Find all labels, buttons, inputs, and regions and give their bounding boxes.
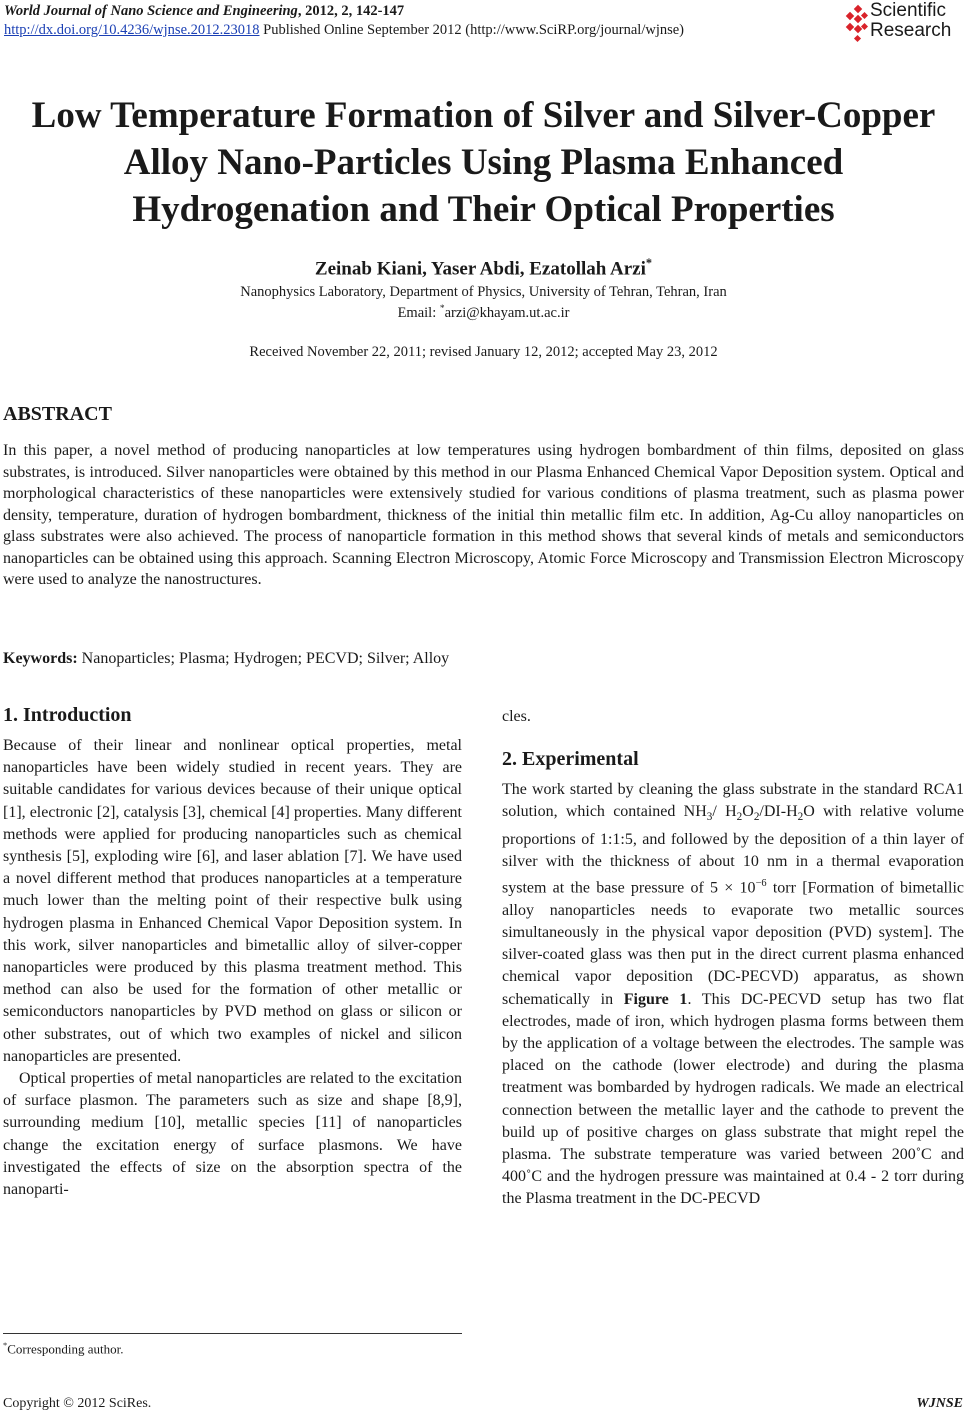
page-header xyxy=(4,2,964,46)
intro-paragraph-1: Because of their linear and nonlinear optical properties, metal nanoparticles have been widely studied in recent years. They are suitable candidates for various devices because of their unique optical [1], electronic [2], catalysis [3], chemical [4] properties. Many different methods were applied for producing nanoparticles such as chemical synthesis [5], exploding wire [6], and laser ablation [7]. We have used a novel different method that produces nanoparticles at a temperature much lower than the melting point of their respective bulk using hydrogen plasma in Enhanced Chemical Vapor Deposition system. In this work, silver nanoparticles and bimetallic alloy of silver-copper nanoparticles were produced by this plasma treatment method. This method can also be used for the formation of other metallic or semiconductors nanoparticles by PVD method on glass or silicon or other substrates, out of which two examples of nickel and silicon nanoparticles are presented. xyxy=(3,737,462,1065)
footnote-divider xyxy=(3,1333,462,1334)
logo-text xyxy=(870,1,951,41)
copyright-footer: Copyright © 2012 SciRes. xyxy=(3,1396,152,1411)
exp-text-6: torr [Formation of bimetallic alloy nanoparticles needs to evaporate two metallic sources simultaneously in the physical vapor deposition (PVD) system]. The silver-coated glass was then put in the direct current plasma enhanced chemical vapor deposition (DC-PECVD) apparatus, as shown schematically in xyxy=(502,879,964,1008)
keywords-label: Keywords: xyxy=(3,650,78,667)
received-dates: Received November 22, 2011; revised January 12, 2012; accepted May 23, 2012 xyxy=(249,344,718,360)
figure-1-reference[interactable]: Figure 1 xyxy=(623,990,688,1008)
author-list xyxy=(0,256,967,280)
right-column xyxy=(502,704,964,1211)
logo-dots-icon xyxy=(842,4,868,44)
experimental-paragraph xyxy=(502,779,964,1210)
intro-paragraph-2: Optical properties of metal nanoparticles are related to the excitation of surface plasmon. The parameters such as size and shape [8,9], surrounding medium [10], metallic species [11] of nanoparticles change the excitation energy of surface plasmons. We have investigated the effects of size on the absorption spectra of the nanoparti- xyxy=(3,1070,462,1199)
intro-heading: 1. Introduction xyxy=(3,704,132,726)
intro-paragraph-2-cont: cles. xyxy=(502,708,531,725)
exp-superscript: −6 xyxy=(755,878,767,890)
published-info: Published Online September 2012 (http://www.SciRP.org/journal/wjnse) xyxy=(259,22,685,38)
exp-text-3: O xyxy=(742,803,754,821)
logo-line-2: Research xyxy=(870,20,952,41)
publisher-logo xyxy=(842,2,962,46)
email-mark: * xyxy=(439,304,445,314)
title-line-3: Hydrogenation and Their Optical Properties xyxy=(132,189,835,230)
exp-sub-h2: 2 xyxy=(797,811,804,824)
exp-text-2: / H xyxy=(712,803,737,821)
email-line xyxy=(0,304,967,322)
journal-volume: , 2012, 2, 142-147 xyxy=(297,3,405,19)
doi-line xyxy=(4,21,964,40)
exp-text-7: . This DC-PECVD setup has two flat electrodes, made of iron, which hydrogen plasma forms between them by the application of a voltage between the electrodes. The sample was placed on the cathode (lower electrode) and during the plasma treatment was bombarded by hydrogen radicals. We made an electrical connection between the metallic layer and the cathode to prevent the build up of positive charges on glass substrate that might repel the plasma. The substrate temperature was varied between 200˚C and 400˚C and the hydrogen pressure was maintained at 0.4 - 2 torr during the Plasma treatment in the DC-PECVD xyxy=(502,990,965,1208)
exp-text-5: O with relative volume proportions of 1:1:5, and followed by the deposition of a thin layer of silver with the thickness of about 10 nm in a thermal evaporation system at the base pressure of 5 × 10 xyxy=(502,803,965,897)
exp-text-4: /DI-H xyxy=(759,803,798,821)
title-line-1: Low Temperature Formation of Silver and Silver-Copper xyxy=(31,95,936,136)
abstract-text: In this paper, a novel method of producing nanoparticles at low temperatures using hydrogen bombardment of thin films, deposited on glass substrates, is introduced. Silver nanoparticles were obtained by this method in our Plasma Enhanced Chemical Vapor Deposition system. Optical and morphological characteristics of these nanoparticles were extensively studied for various conditions of plasma treatment, such as plasma power density, temperature, duration of hydrogen bombardment, thickness of the initial thin metallic film etc. In addition, Ag-Cu alloy nanoparticles on glass substrates were also achieved. The process of nanoparticle formation in this method shows that several kinds of metals and semiconductors nanoparticles can be obtained using this approach. Scanning Electron Microscopy, Atomic Force Microscopy and Transmission Electron Microscopy were used to analyze the nanostructures. xyxy=(3,442,964,588)
title-line-2: Alloy Nano-Particles Using Plasma Enhanced xyxy=(123,142,844,183)
keywords-line xyxy=(3,650,449,668)
footnote xyxy=(3,1340,123,1357)
journal-citation xyxy=(4,2,964,21)
journal-abbreviation: WJNSE xyxy=(916,1396,963,1411)
email-label: Email: xyxy=(397,304,440,321)
keywords-text: Nanoparticles; Plasma; Hydrogen; PECVD; Silver; Alloy xyxy=(77,650,450,667)
exp-text-1: The work started by cleaning the glass substrate in the standard RCA1 solution, which contained NH xyxy=(502,781,964,821)
footnote-text: Corresponding author. xyxy=(7,1341,124,1357)
authors-text: Zeinab Kiani, Yaser Abdi, Ezatollah Arzi xyxy=(314,258,646,280)
exp-sub-h1: 2 xyxy=(736,811,743,824)
exp-sub-o1: 2 xyxy=(753,811,760,824)
experimental-heading: 2. Experimental xyxy=(502,748,639,771)
affiliation: Nanophysics Laboratory, Department of Physics, University of Tehran, Tehran, Iran xyxy=(240,284,727,300)
footnote-mark: * xyxy=(3,1340,8,1350)
logo-line-1: Scientific xyxy=(870,0,947,21)
left-column xyxy=(3,704,462,1201)
journal-name: World Journal of Nano Science and Engineering xyxy=(4,3,298,19)
author-footnote-mark: * xyxy=(645,256,653,270)
email-address: arzi@khayam.ut.ac.ir xyxy=(444,304,570,321)
doi-link[interactable]: http://dx.doi.org/10.4236/wjnse.2012.23018 xyxy=(4,22,260,38)
abstract-heading: ABSTRACT xyxy=(3,403,112,425)
paper-title xyxy=(0,92,967,233)
exp-sub-nh: 3 xyxy=(706,811,713,824)
